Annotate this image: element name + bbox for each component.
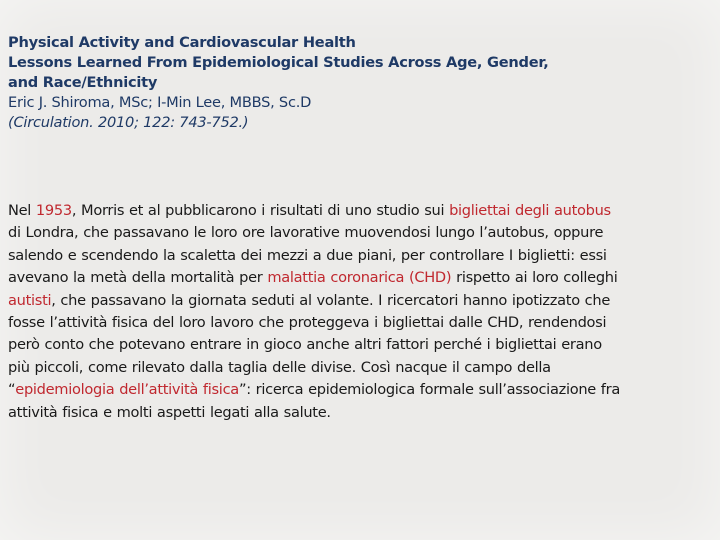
- text-span: ”: ricerca epidemiologica formale sull’associazione fra: [238, 381, 620, 399]
- text-span: avevano la metà della mortalità per: [8, 269, 268, 287]
- text-span: , che passavano la giornata seduti al volante. I ricercatori hanno ipotizzato che: [51, 291, 611, 309]
- text-line: [8, 379, 714, 401]
- highlight-chd: malattia coronarica (CHD): [267, 269, 452, 287]
- highlight-bus-conductors: bigliettai degli autobus: [449, 202, 611, 219]
- text-line: [8, 200, 714, 222]
- paper-title-line-3: and Race/Ethnicity: [8, 74, 158, 91]
- text-line: [8, 290, 714, 312]
- text-line: attività fisica e molti aspetti legati alla salute.: [8, 403, 331, 421]
- text-line: salendo e scendendo la scaletta dei mezzi a due piani, per controllare I biglietti: essi: [8, 246, 607, 264]
- text-span: rispetto ai loro colleghi: [451, 269, 618, 287]
- text-span: Nel: [8, 202, 36, 219]
- paper-authors: Eric J. Shiroma, MSc; I-Min Lee, MBBS, Sc.D: [8, 94, 312, 111]
- highlight-year: 1953: [35, 202, 72, 219]
- text-line: [8, 267, 714, 289]
- text-line: però conto che potevano entrare in gioco anche altri fattori perché i bigliettai erano: [8, 336, 602, 354]
- paper-citation: (Circulation. 2010; 122: 743-752.): [8, 114, 249, 131]
- highlight-drivers: autisti: [8, 291, 52, 309]
- text-line: fosse l’attività fisica del loro lavoro che proteggeva i bigliettai dalle CHD, rendendosi: [8, 314, 607, 332]
- text-line: più piccoli, come rilevato dalla taglia delle divise. Così nacque il campo della: [8, 358, 551, 376]
- highlight-field-name: epidemiologia dell’attività fisica: [15, 381, 239, 399]
- text-line: di Londra, che passavano le loro ore lavorative muovendosi lungo l’autobus, oppure: [8, 224, 604, 242]
- body-paragraph: [8, 200, 714, 424]
- reference-header: [8, 33, 708, 133]
- text-span: “: [8, 381, 16, 399]
- paper-title-line-1: Physical Activity and Cardiovascular Health: [8, 34, 356, 51]
- paper-title-line-2: Lessons Learned From Epidemiological Studies Across Age, Gender,: [8, 54, 549, 71]
- text-span: , Morris et al pubblicarono i risultati di uno studio sui: [71, 202, 450, 219]
